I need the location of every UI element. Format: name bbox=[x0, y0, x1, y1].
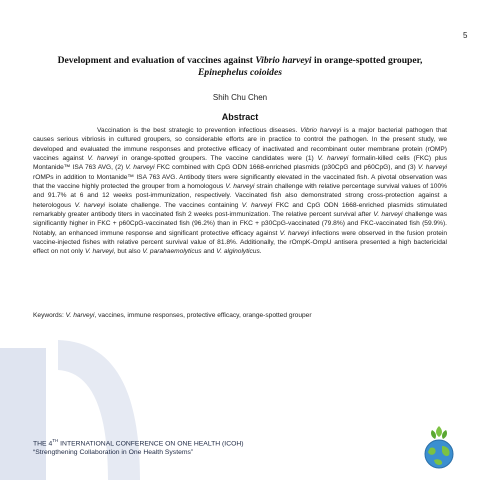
abstract-text: . bbox=[259, 248, 262, 256]
keywords bbox=[33, 312, 447, 319]
page-number: 5 bbox=[463, 31, 468, 40]
title-line2: Epinephelus coioides bbox=[198, 66, 282, 78]
conference-name: THE 4TH INTERNATIONAL CONFERENCE ON ONE HEALTH (ICOH) bbox=[33, 438, 244, 448]
abstract-text: Vaccination is the best strategic to prevention infectious diseases. bbox=[97, 127, 301, 134]
abstract-text: FKC and CpG ODN 1668-enriched plasmids stimulated remarkably greater antibody titers in vaccinated fish 2 weeks post-immunization. The relative percent survival after bbox=[33, 201, 448, 219]
abstract-species: V. harveyi bbox=[317, 155, 349, 163]
conference-footer bbox=[33, 436, 244, 457]
abstract-text: isolate challenge. The vaccines containing bbox=[105, 201, 242, 209]
abstract-text: strain challenge with relative percentage survival values of 100% and 91.7% at 6 and 12 weeks post-immunization, respectively. Vaccinated fish also demonstrated strong cross-protection against a heterologous bbox=[33, 183, 447, 209]
abstract-species: V. harveyi bbox=[241, 201, 273, 209]
one-health-logo-icon bbox=[420, 424, 458, 470]
keywords-species: V. harveyi bbox=[65, 312, 95, 319]
abstract-text: and bbox=[201, 248, 217, 256]
keywords-list: , vaccines, immune responses, protective efficacy, orange-spotted grouper bbox=[94, 312, 312, 319]
abstract-species: V. alginolyticus bbox=[216, 248, 260, 256]
abstract-species: V. harveyi bbox=[125, 164, 155, 172]
abstract-text: FKC combined with CpG ODN 1668-enriched plasmids (p30CpG and p60CpG), and (3) bbox=[154, 164, 418, 172]
abstract-body bbox=[33, 126, 447, 257]
abstract-species: V. harveyi bbox=[74, 201, 106, 209]
abstract-species: Vibrio harveyi bbox=[300, 127, 342, 134]
abstract-text: is a major bacterial pathogen that causes serious vibriosis in cultured groupers, so considerable efforts are in practice to control the pathogen. In the present study, we developed and evaluated the immune responses and protective efficacy of inactivated and recombinant outer membrane protein (rOMP) vaccines against bbox=[33, 127, 447, 163]
abstract-text: in orange-spotted groupers. The vaccine candidates were (1) bbox=[118, 155, 318, 163]
abstract-heading: Abstract bbox=[221, 112, 259, 122]
title-text-end: in orange-spotted grouper, bbox=[311, 55, 423, 66]
paper-title bbox=[40, 55, 440, 78]
conference-theme: “Strengthening Collaboration in One Health Systems” bbox=[33, 449, 194, 457]
title-text: Development and evaluation of vaccines against bbox=[57, 55, 256, 66]
abstract-species: V. harveyi bbox=[84, 248, 114, 256]
watermark-graphic bbox=[0, 330, 160, 480]
abstract-species: V. harveyi bbox=[279, 229, 310, 237]
keywords-label: Keywords: bbox=[33, 312, 66, 319]
title-species: Vibrio harveyi bbox=[255, 55, 312, 66]
abstract-species: V. harveyi bbox=[417, 164, 448, 172]
abstract-species: V. harveyi bbox=[225, 183, 255, 191]
abstract-species: V. harveyi bbox=[373, 211, 403, 219]
abstract-species: V. parahaemolyticus bbox=[142, 248, 202, 256]
abstract-text: formalin-killed cells (FKC) plus Montanide™ ISA 763 AVG, (2) bbox=[33, 155, 447, 172]
abstract-text: challenge was significantly higher in FKC + p60CpG-vaccinated fish (96.2%) than in FKC + p30CpG-vaccinated (79.8%) and FKC-vaccinated fish (59.9%). Notably, an enhanced immune response and significant protective efficacy against bbox=[33, 211, 447, 237]
abstract-text: infections were observed in the fusion protein vaccine-injected fishes with relative percent survival value of 81.8%. Additionally, the rOmpK-OmpU antisera presented a high bactericidal effect on not only bbox=[33, 229, 448, 256]
abstract-text: , but also bbox=[113, 248, 143, 256]
abstract-text: rOMPs in addition to Montanide™ ISA 763 AVG. Antibody titers were significantly elevated in the vaccinated fish. A pivotal observation was that the vaccine highly protected the grouper from a homologous bbox=[33, 173, 447, 191]
author-name: Shih Chu Chen bbox=[212, 93, 268, 102]
abstract-species: V. harveyi bbox=[87, 155, 119, 163]
